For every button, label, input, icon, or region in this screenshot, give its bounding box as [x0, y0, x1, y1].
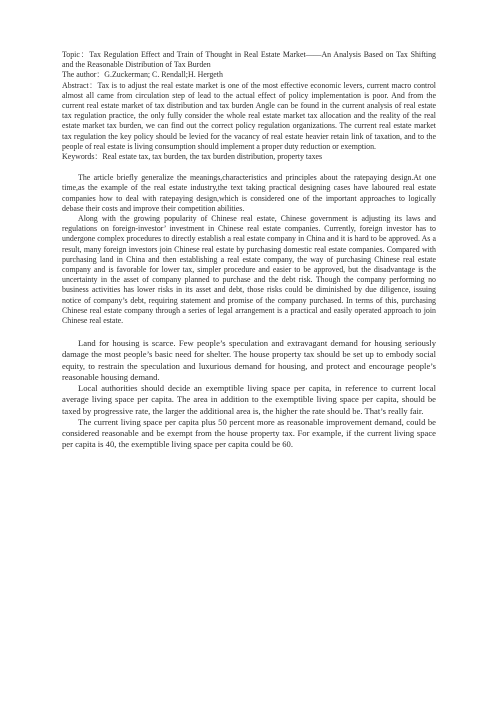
abstract-label: Abstract： — [62, 80, 98, 90]
author-line — [62, 70, 436, 80]
paragraph-housing-land: Land for housing is scarce. Few people’s speculation and extravagant demand for housing seriously damage the most people’s basic need for shelter. The house property tax should be set up to embody social equity, to restrain the speculation and luxurious demand for housing, and protect and encourage people’s reasonable housing demand. — [62, 338, 436, 382]
keywords-line — [62, 152, 436, 162]
paragraph-exemptible-space: Local authorities should decide an exemptible living space per capita, in reference to current local average living space per capita. The area in addition to the exemptible living space per capita, should be taxed by progressive rate, the larger the additional area is, the higher the rate should be. That’s really fair. — [62, 383, 436, 416]
abstract — [62, 81, 436, 152]
abstract-text: Tax is to adjust the real estate market is one of the most effective economic levers, current macro control almost all came from circulation step of lead to the actual effect of policy implementation is poor. And from the current real estate market of tax distribution and tax burden Angle can be found in the current analysis of real estate tax regulation practice, the only fully consider the whole real estate market tax allocation and the reality of the real estate market tax burden, we can find out the correct policy regulation organizations. The current real estate market tax regulation the key policy should be levied for the vacancy of real estate heavier retain link of taxation, and to the people of real estate is living consumption should implement a proper duty reduction or exemption. — [62, 80, 436, 151]
paragraph-ratepaying: The article briefly generalize the meanings,characteristics and principles about the ratepaying design.At one time,as the example of the real estate industry,the text taking practical designing cases have laboured real estate companies how to deal with ratepaying design,which is considered one of the important approaches to logically debase their costs and improve their competition abilities. — [62, 173, 436, 213]
topic-line — [62, 50, 436, 70]
document-page — [62, 50, 436, 450]
paragraph-improvement-demand: The current living space per capita plus 50 percent more as reasonable improvement demand, could be considered reasonable and be exempt from the house property tax. For example, if the current living space per capita is 40, the exemptible living space per capita could be 60. — [62, 416, 436, 450]
author-names: G.Zuckerman; C. Rendall;H. Hergeth — [104, 70, 223, 80]
topic-label: Topic： — [62, 50, 90, 59]
topic-text: Tax Regulation Effect and Train of Thought in Real Estate Market——An Analysis Based on Tax Shifting and the Reasonable Distribution of Tax Burden — [62, 50, 436, 70]
keywords-label: Keywords： — [62, 152, 103, 162]
keywords-text: Real estate tax, tax burden, the tax burden distribution, property taxes — [102, 152, 323, 162]
author-label: The author： — [62, 70, 105, 80]
paragraph-foreign-investment: Along with the growing popularity of Chinese real estate, Chinese government is adjusting its laws and regulations on foreign-investor’ investment in Chinese real estate companies. Currently, foreign investor has to undergone complex procedures to directly establish a real estate company in China and it is hard to be approved. As a result, many foreign investors join Chinese real estate by purchasing domestic real estate companies. Compared with purchasing land in China and then establishing a real estate company, the way of purchasing Chinese real estate company and is favorable for lower tax, simpler procedure and easier to be approved, but the disadvantage is the uncertainty in the asset of company planned to purchase and the debt risk. Though the company performing no business activities has lower risks in its asset and debt, those risks could be diminished by due diligence, issuing notice of company’s debt, requiring statement and promise of the company purchased. In terms of this, purchasing Chinese real estate company through a series of legal arrangement is a practical and easily operated approach to join Chinese real estate. — [62, 214, 436, 326]
